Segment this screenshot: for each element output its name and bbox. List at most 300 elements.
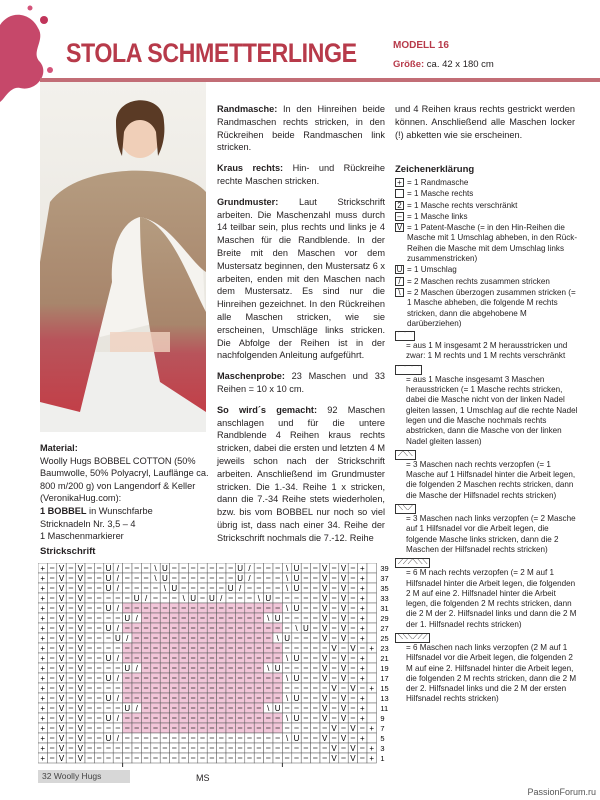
legend-text: = 1 Umschlag <box>407 265 457 275</box>
chart-symbol: + <box>359 614 365 623</box>
chart-symbol: / <box>116 624 120 633</box>
chart-symbol: U <box>105 574 112 583</box>
chart-symbol: + <box>359 734 365 743</box>
chart-symbol: V <box>340 604 347 613</box>
chart-symbol: V <box>322 734 328 743</box>
chart-row-label: 7 <box>380 724 385 733</box>
chart-symbol: U <box>105 734 112 743</box>
chart-symbol: \ <box>154 564 157 573</box>
chart-symbol: V <box>340 714 347 723</box>
chart-symbol: + <box>359 634 365 643</box>
chart-symbol: U <box>171 584 178 593</box>
chart-symbol: + <box>359 624 365 633</box>
legend-item <box>395 223 580 264</box>
material-needles: Stricknadeln Nr. 3,5 – 4 <box>40 518 136 529</box>
legend-symbol: U <box>396 265 403 275</box>
chart-symbol: V <box>58 604 65 613</box>
chart-symbol: V <box>350 684 356 693</box>
woman-wearing-stole-photo <box>40 82 206 432</box>
chart-symbol: V <box>350 744 356 753</box>
chart-symbol: + <box>40 684 46 693</box>
chart-symbol: V <box>350 724 356 733</box>
legend-blocks <box>395 330 580 705</box>
chart-symbol: V <box>58 574 65 583</box>
chart-symbol: V <box>58 754 65 763</box>
heading-grundmuster: Grundmuster: <box>217 196 279 207</box>
legend-symbol: – <box>395 212 404 221</box>
chart-symbol: / <box>116 574 120 583</box>
chart-symbol: + <box>359 664 365 673</box>
chart-symbol: V <box>331 724 337 733</box>
chart-symbol: + <box>40 674 46 683</box>
chart-symbol: \ <box>276 634 279 643</box>
chart-symbol: V <box>340 624 347 633</box>
material-yarn: Woolly Hugs BOBBEL COTTON (50% Baumwolle, 50% Polyacryl, Lauflänge ca. 800 m/200 g) von Langendorf & Keller (VeronikaHug.com): <box>40 455 209 504</box>
chart-symbol: U <box>133 594 140 603</box>
chart-cell <box>367 623 376 633</box>
chart-symbol: U <box>105 694 112 703</box>
legend-heading: Zeichenerklärung <box>395 164 475 175</box>
chart-symbol: U <box>293 734 300 743</box>
chart-symbol: / <box>220 594 223 603</box>
legend-block-symbol: ⟋⟍⟍ <box>395 450 416 460</box>
legend-block-symbol: ⟍⟍⟋ <box>395 504 416 514</box>
chart-symbol: + <box>359 604 365 613</box>
chart-cell <box>367 573 376 583</box>
chart-row-label: 3 <box>380 744 385 753</box>
chart-symbol: V <box>322 674 328 683</box>
legend-block-text: = 6 Maschen nach links verzopfen (2 M auf 1 Hilfsnadel vor die Arbeit legen, die folgenden 2 M auf eine 2. Hilfsnadel hinter die Arbeit legen, die folgenden 2 M rechts stricken, dann die 2 M der 2. Hilfsnadel links und die 2 M der ersten Hilfsnadel rechts stricken) <box>406 642 577 704</box>
chart-cell <box>367 703 376 713</box>
legend-symbol: / <box>395 277 404 286</box>
chart-symbol: + <box>40 734 46 743</box>
chart-symbol: V <box>77 624 83 633</box>
chart-symbol: V <box>77 734 83 743</box>
chart-symbol: V <box>331 744 337 753</box>
chart-symbol: + <box>40 584 46 593</box>
legend-block <box>395 632 580 705</box>
chart-cell <box>367 653 376 663</box>
model-number: MODELL 16 <box>393 40 449 51</box>
chart-cell <box>367 713 376 723</box>
legend-symbol: 2 <box>395 201 404 210</box>
chart-symbol: V <box>58 584 65 593</box>
legend-text: = 2 Maschen rechts zusammen stricken <box>407 276 550 286</box>
legend-block-text: = aus 1 Masche insgesamt 3 Maschen herausstricken (= 1 Masche rechts stricken, dabei die Masche nicht von der linken Nadel gleiten lassen, 1 Umschlag auf die rechte Nadel legen und die Masche nochmals rechts abstricken, dann die Masche von der linken Nadel gleiten lassen) <box>406 374 578 446</box>
legend-text: = 1 Patent-Masche (= in den Hin-Reihen die Masche mit 1 Umschlag abheben, in den Rück-Reihen die Masche mit dem Umschlag links zusammenstricken) <box>407 223 578 264</box>
chart-row-label: 1 <box>380 754 385 763</box>
chart-symbol: V <box>322 704 328 713</box>
chart-symbol: + <box>40 754 46 763</box>
chart-symbol: V <box>340 734 347 743</box>
chart-symbol: + <box>359 654 365 663</box>
legend-text: = 1 Masche rechts <box>407 189 474 199</box>
chart-symbol: V <box>322 654 328 663</box>
text-randmasche: In den Hinreihen beide Randmaschen rechts stricken, in den Rückreihen beide Randmaschen link stricken. <box>217 104 385 153</box>
chart-symbol: V <box>322 584 328 593</box>
chart-symbol: / <box>116 734 120 743</box>
chart-symbol: \ <box>285 604 289 613</box>
chart-symbol: \ <box>285 714 289 723</box>
chart-row-label: 13 <box>380 694 389 703</box>
legend-block <box>395 330 580 362</box>
chart-row-label: 5 <box>380 734 385 743</box>
chart-symbol: V <box>340 694 347 703</box>
chart-cell <box>367 673 376 683</box>
legend-block-symbol: ⌒⌒ <box>395 331 415 341</box>
legend-item <box>395 201 580 211</box>
footer-brand: Woolly Hugs <box>53 771 102 781</box>
chart-symbol: \ <box>285 694 289 703</box>
chart-symbol: + <box>40 724 46 733</box>
chart-cell <box>367 563 376 573</box>
chart-symbol: U <box>237 564 243 573</box>
chart-symbol: U <box>293 674 300 683</box>
chart-symbol: / <box>144 594 148 603</box>
chart-symbol: / <box>248 574 251 583</box>
chart-symbol: \ <box>154 574 157 583</box>
legend-item <box>395 212 580 222</box>
chart-symbol: V <box>340 614 347 623</box>
chart-symbol: + <box>359 564 365 573</box>
chart-symbol: U <box>274 664 281 673</box>
chart-symbol: + <box>359 584 365 593</box>
chart-symbol: U <box>105 624 112 633</box>
chart-symbol: \ <box>285 584 289 593</box>
chart-symbol: U <box>124 704 131 713</box>
watermark-credit: PassionForum.ru <box>527 787 596 797</box>
chart-symbol: + <box>40 594 46 603</box>
chart-cell <box>367 693 376 703</box>
heading-maschenprobe: Maschenprobe: <box>217 371 285 382</box>
chart-symbol: V <box>77 584 83 593</box>
chart-symbol: U <box>124 614 131 623</box>
chart-symbol: U <box>284 634 290 643</box>
chart-symbol: V <box>58 714 65 723</box>
chart-row-label: 17 <box>380 674 389 683</box>
chart-symbol: \ <box>182 594 185 603</box>
chart-symbol: / <box>116 654 120 663</box>
chart-symbol: / <box>116 694 120 703</box>
chart-symbol: / <box>116 604 120 613</box>
chart-symbol: + <box>369 754 375 763</box>
paragraph-kraus <box>217 162 385 188</box>
chart-symbol: / <box>116 564 120 573</box>
chart-symbol: U <box>274 704 281 713</box>
chart-symbol: U <box>105 714 112 723</box>
chart-symbol: V <box>58 564 65 573</box>
chart-symbol: V <box>350 644 356 653</box>
chart-symbol: V <box>77 674 83 683</box>
chart-symbol: + <box>40 664 46 673</box>
instructions-column-1 <box>217 103 385 553</box>
legend-block-symbol: ⌒⌒⌒ <box>395 365 422 375</box>
chart-symbol: V <box>77 684 83 693</box>
chart-symbol: V <box>77 604 83 613</box>
chart-symbol: + <box>359 594 365 603</box>
chart-symbol: + <box>40 604 46 613</box>
paragraph-grundmuster <box>217 196 385 362</box>
chart-symbol: + <box>359 704 365 713</box>
chart-heading: Strickschrift <box>40 546 96 557</box>
chart-symbol: V <box>322 574 328 583</box>
chart-row-label: 19 <box>380 664 389 673</box>
legend-item <box>395 189 580 199</box>
legend-block-symbol: ⟋⟋⟋⟍⟍⟍ <box>395 558 430 568</box>
chart-row-label: 33 <box>380 594 389 603</box>
chart-symbol: \ <box>285 734 289 743</box>
paragraph-maschenprobe <box>217 370 385 396</box>
chart-symbol: V <box>77 634 83 643</box>
chart-symbol: \ <box>267 614 270 623</box>
chart-symbol: V <box>77 704 83 713</box>
chart-symbol: V <box>77 564 83 573</box>
chart-symbol: + <box>369 724 375 733</box>
chart-symbol: V <box>322 714 328 723</box>
chart-cell <box>367 583 376 593</box>
material-bobbel-rest: in Wunschfarbe <box>86 505 153 516</box>
chart-symbol: U <box>124 664 131 673</box>
chart-symbol: V <box>58 734 65 743</box>
chart-cell <box>367 663 376 673</box>
chart-symbol: U <box>293 654 300 663</box>
chart-symbol: V <box>58 694 65 703</box>
legend-text: = 2 Maschen überzogen zusammen stricken (= 1 Masche abheben, die folgende M rechts stricken, dann die abgehobene M darüberziehen) <box>407 287 576 328</box>
legend-item <box>395 288 580 329</box>
legend-block-text: = 3 Maschen nach rechts verzopfen (= 1 Masche auf 1 Hilfsnadel hinter die Arbeit legen, die folgenden 2 Maschen rechts stricken, dann die Masche der Hilfsnadel rechts stricken) <box>406 459 576 500</box>
chart-symbol: V <box>58 654 65 663</box>
chart-row-label: 27 <box>380 624 389 633</box>
chart-symbol: U <box>293 574 300 583</box>
chart-symbol: U <box>293 694 300 703</box>
chart-symbol: + <box>40 614 46 623</box>
legend-item <box>395 265 580 275</box>
legend <box>395 164 580 707</box>
footer <box>38 770 130 783</box>
chart-symbol: V <box>58 634 65 643</box>
repeat-label: MS <box>196 773 210 783</box>
chart-symbol: + <box>40 624 46 633</box>
chart-symbol: V <box>340 654 347 663</box>
chart-symbol: V <box>340 674 347 683</box>
chart-symbol: \ <box>285 564 289 573</box>
chart-symbol: \ <box>267 704 270 713</box>
chart-symbol: / <box>116 584 120 593</box>
chart-symbol: V <box>58 664 65 673</box>
chart-symbol: / <box>126 634 129 643</box>
legend-block-text: = 3 Maschen nach links verzopfen (= 2 Masche auf 1 Hilfsnadel vor die Arbeit legen, die folgende Masche links stricken, dann die 2 Maschen der Hilfsnadel rechts stricken) <box>406 514 576 554</box>
chart-symbol: / <box>135 664 138 673</box>
chart-symbol: V <box>58 614 65 623</box>
chart-symbol: V <box>331 754 337 763</box>
chart-symbol: V <box>77 574 83 583</box>
chart-symbol: V <box>340 634 347 643</box>
chart-symbol: V <box>77 744 83 753</box>
chart-row-label: 15 <box>380 684 389 693</box>
chart-symbol: + <box>40 634 46 643</box>
legend-symbol: \ <box>395 288 404 297</box>
chart-symbol: + <box>40 574 46 583</box>
legend-symbol: V <box>396 223 403 233</box>
chart-symbol: U <box>105 564 112 573</box>
legend-block <box>395 449 580 501</box>
chart-symbol: V <box>340 664 347 673</box>
chart-symbol: V <box>340 564 347 573</box>
size-label: Größe: <box>393 59 425 70</box>
chart-symbol: / <box>116 714 120 723</box>
chart-symbol: + <box>359 714 365 723</box>
paragraph-randmasche <box>217 103 385 154</box>
legend-item <box>395 277 580 287</box>
chart-symbol: + <box>40 654 46 663</box>
heading-randmasche: Randmasche: <box>217 104 278 114</box>
material-section <box>40 442 212 543</box>
chart-symbol: V <box>77 694 83 703</box>
legend-text: = 1 Masche rechts verschränkt <box>407 200 518 210</box>
chart-symbol: / <box>116 674 120 683</box>
chart-symbol: V <box>77 654 83 663</box>
chart-symbol: U <box>209 594 215 603</box>
chart-symbol: V <box>322 694 328 703</box>
knitting-chart <box>38 563 390 768</box>
text-kraus: Hin- und Rückreihe rechte Maschen stricken. <box>217 163 385 186</box>
chart-cell <box>367 633 376 643</box>
chart-symbol: \ <box>163 584 167 593</box>
chart-symbol: + <box>40 644 46 653</box>
heading-kraus: Kraus rechts: <box>217 163 284 174</box>
size-value: ca. 42 x 180 cm <box>426 59 494 70</box>
chart-symbol: \ <box>285 574 289 583</box>
chart-symbol: V <box>322 594 328 603</box>
chart-symbol: V <box>322 564 328 573</box>
chart-symbol: \ <box>285 654 289 663</box>
chart-symbol: V <box>340 584 347 593</box>
chart-row-label: 23 <box>380 644 389 653</box>
chart-symbol: + <box>359 674 365 683</box>
chart-symbol: V <box>322 634 328 643</box>
chart-row-label: 29 <box>380 614 389 623</box>
chart-symbol: V <box>58 624 65 633</box>
instructions-column-2 <box>395 103 575 149</box>
chart-symbol: U <box>293 714 300 723</box>
chart-symbol: V <box>58 704 65 713</box>
chart-symbol: U <box>274 614 281 623</box>
chart-symbol: U <box>115 634 121 643</box>
chart-symbol: V <box>77 714 83 723</box>
chart-symbol: V <box>322 624 328 633</box>
material-heading: Material: <box>40 443 78 453</box>
chart-symbol: + <box>40 714 46 723</box>
page-title: STOLA SCHMETTERLINGE <box>66 38 357 68</box>
chart-symbol: V <box>77 594 83 603</box>
material-marker: 1 Maschenmarkierer <box>40 531 124 542</box>
chart-symbol: V <box>58 594 65 603</box>
chart-symbol: V <box>58 674 65 683</box>
chart-symbol: / <box>238 584 242 593</box>
chart-row-label: 35 <box>380 584 389 593</box>
chart-symbol: U <box>162 564 168 573</box>
chart-symbol: U <box>105 654 112 663</box>
chart-symbol: U <box>105 584 112 593</box>
chart-symbol: V <box>77 664 83 673</box>
chart-symbol: + <box>369 744 375 753</box>
chart-symbol: + <box>359 694 365 703</box>
material-bobbel-bold: 1 BOBBEL <box>40 505 87 516</box>
chart-symbol: U <box>293 584 300 593</box>
legend-block-symbol: ⟍⟍⟍⟋⟋⟋ <box>395 633 430 643</box>
chart-symbol: U <box>293 564 300 573</box>
chart-symbol: U <box>265 594 272 603</box>
paragraph-so-wirds-gemacht <box>217 404 385 545</box>
legend-text: = 1 Randmasche <box>407 178 469 187</box>
chart-symbol: + <box>369 644 375 653</box>
legend-block-text: = aus 1 M insgesamt 2 M herausstricken und zwar: 1 M rechts und 1 M rechts verschränkt <box>406 341 568 361</box>
chart-symbol: V <box>331 644 337 653</box>
chart-symbol: / <box>248 564 251 573</box>
page-number: 32 <box>42 771 52 781</box>
chart-symbol: U <box>162 574 168 583</box>
chart-row-label: 25 <box>380 634 389 643</box>
chart-symbol: V <box>331 684 337 693</box>
legend-symbol: + <box>395 178 404 187</box>
legend-item <box>395 178 580 188</box>
chart-row-label: 37 <box>380 574 389 583</box>
chart-symbol: V <box>322 614 328 623</box>
chart-symbol: U <box>303 624 309 633</box>
chart-symbol: V <box>340 594 347 603</box>
legend-text: = 1 Masche links <box>407 211 468 221</box>
chart-symbol: V <box>340 574 347 583</box>
size-info <box>393 59 494 70</box>
chart-symbol: U <box>105 674 112 683</box>
chart-row-label: 11 <box>380 704 389 713</box>
chart-symbol: V <box>340 704 347 713</box>
chart-symbol: / <box>135 704 138 713</box>
heading-so-wirds-gemacht: So wird´s gemacht: <box>217 404 318 415</box>
chart-symbol: V <box>58 724 65 733</box>
legend-block-text: = 6 M nach rechts verzopfen (= 2 M auf 1 Hilfsnadel hinter die Arbeit legen, die folgenden 2 M auf eine 2. Hilfsnadel hinter die Arbeit legen, die folgenden 2 M rechts stricken, dann die 2 M der 2. Hilfsnadel links und dann die 2 M der 1. Hilfsnadel rechts stricken) <box>406 568 577 629</box>
legend-block <box>395 364 580 447</box>
chart-symbol: \ <box>295 624 298 633</box>
legend-block <box>395 503 580 555</box>
chart-symbol: + <box>40 704 46 713</box>
text-grundmuster: Laut Strickschrift arbeiten. Die Maschenzahl muss durch 14 teilbar sein, plus rechts und links je 4 Maschen für die Randblende. In der Breite mit den Maschen vor dem Mustersatz beginnen, den Mustersatz 6 x arbeiten, enden mit den Maschen nach dem Mustersatz. Es sind nur die Hinreihen gezeichnet. In den Rückreihen alle Maschen stricken, wie sie erscheinen, Umschläge links stricken. Die Abfolge der Reihen ist in der nachfolgenden Anleitung aufgeführt. <box>217 196 386 361</box>
chart-symbol: \ <box>267 664 270 673</box>
chart-symbol: V <box>77 644 83 653</box>
chart-symbol: U <box>190 594 196 603</box>
chart-symbol: \ <box>285 674 289 683</box>
legend-block <box>395 557 580 630</box>
legend-symbol <box>395 189 404 198</box>
chart-symbol: U <box>237 574 243 583</box>
chart-cell <box>367 603 376 613</box>
chart-symbol: V <box>58 684 65 693</box>
chart-symbol: U <box>227 584 234 593</box>
chart-row-label: 21 <box>380 654 389 663</box>
chart-symbol: + <box>359 574 365 583</box>
chart-row-label: 9 <box>380 714 385 723</box>
chart-symbol: V <box>322 604 328 613</box>
chart-symbol: U <box>105 604 112 613</box>
chart-symbol: V <box>77 754 83 763</box>
paragraph-continuation: und 4 Reihen kraus rechts gestrickt werden können. Anschließend alle Maschen locker (!) abketten wie sie erscheinen. <box>395 104 575 140</box>
text-so-wirds-gemacht: 92 Maschen anschlagen und für die untere Randblende 4 Reihen kraus rechts stricken, dabei die ersten und letzten 4 M jeweils schon nach der Strickschrift arbeiten. Anschließend im Grundmuster stricken. Die 1.-34. Reihe 1 x stricken, dann die 7.-34 Reihe stets wiederholen, bzw. bis vom BOBBEL nur noch so viel übrig ist, dass nach einer 34. Reihe der Strickschrift nochmals die 7.-12. Reihe <box>217 404 385 543</box>
chart-symbol: V <box>58 644 65 653</box>
chart-cell <box>367 733 376 743</box>
chart-symbol: V <box>77 724 83 733</box>
chart-symbol: / <box>135 614 138 623</box>
chart-symbol: + <box>369 684 375 693</box>
